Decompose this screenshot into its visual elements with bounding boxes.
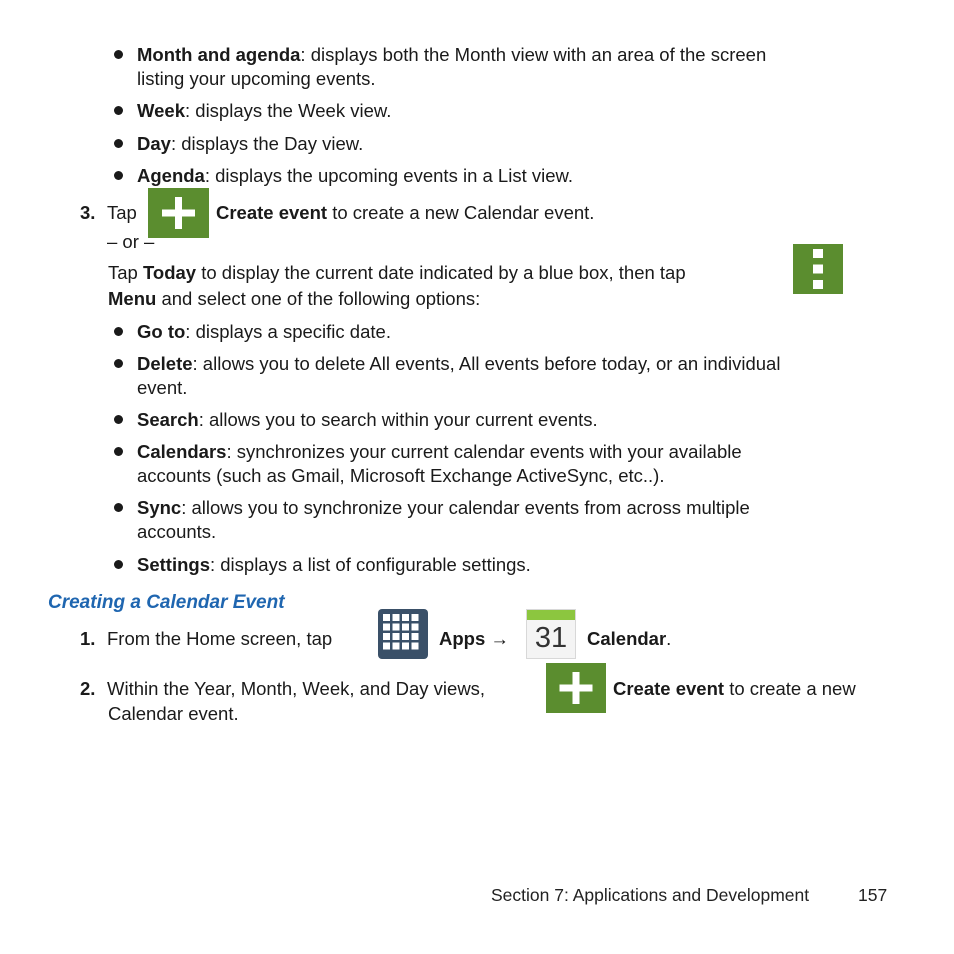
or-separator: – or – (107, 231, 155, 252)
footer-section: Section 7: Applications and Development (491, 885, 810, 905)
bullet (114, 171, 123, 180)
list-item-continuation: accounts. (137, 521, 217, 542)
list-item-continuation: listing your upcoming events. (137, 68, 376, 89)
step-text: Tap (107, 202, 137, 223)
list-item: Search: allows you to search within your current events. (137, 409, 598, 430)
plus-icon (546, 663, 606, 713)
list-item-continuation: accounts (such as Gmail, Microsoft Exchange ActiveSync, etc..). (137, 465, 665, 486)
bullet (114, 50, 123, 59)
bullet (114, 359, 123, 368)
list-item: Go to: displays a specific date. (137, 321, 391, 342)
step-text: Within the Year, Month, Week, and Day views, (107, 678, 486, 699)
bullet (114, 106, 123, 115)
step-text: From the Home screen, tap (107, 628, 333, 649)
bullet (114, 447, 123, 456)
list-item: Sync: allows you to synchronize your calendar events from across multiple (137, 497, 750, 518)
list-item: Day: displays the Day view. (137, 133, 364, 154)
list-item: Week: displays the Week view. (137, 100, 392, 121)
step-text: Create event to create a new Calendar event. (216, 202, 595, 223)
list-item: Month and agenda: displays both the Month view with an area of the screen (137, 44, 767, 65)
calendar-icon-number: 31 (534, 622, 568, 654)
step-text: Tap Today to display the current date indicated by a blue box, then tap (108, 262, 686, 283)
page-number: 157 (858, 885, 888, 905)
step-text: Apps → (439, 628, 509, 649)
list-item-continuation: event. (137, 377, 188, 398)
step-number: 1. (80, 628, 96, 649)
bullet (114, 503, 123, 512)
list-item: Settings: displays a list of configurable settings. (137, 554, 531, 575)
menu-dots-icon (793, 244, 843, 294)
bullet (114, 139, 123, 148)
step-text: Menu and select one of the following options: (108, 288, 481, 309)
calendar-icon (526, 609, 576, 659)
list-item: Delete: allows you to delete All events, All events before today, or an individual (137, 353, 781, 374)
section-heading: Creating a Calendar Event (48, 592, 285, 613)
bullet (114, 327, 123, 336)
step-number: 3. (80, 202, 96, 223)
apps-grid-icon (378, 609, 428, 659)
list-item: Calendars: synchronizes your current calendar events with your available (137, 441, 742, 462)
step-text: Calendar. (587, 628, 672, 649)
step-text: Create event to create a new (613, 678, 856, 699)
plus-icon (148, 188, 209, 238)
bullet (114, 415, 123, 424)
list-item: Agenda: displays the upcoming events in a List view. (137, 165, 573, 186)
calendar-icon-header (527, 610, 575, 620)
step-text: Calendar event. (108, 703, 239, 724)
step-number: 2. (80, 678, 96, 699)
bullet (114, 560, 123, 569)
